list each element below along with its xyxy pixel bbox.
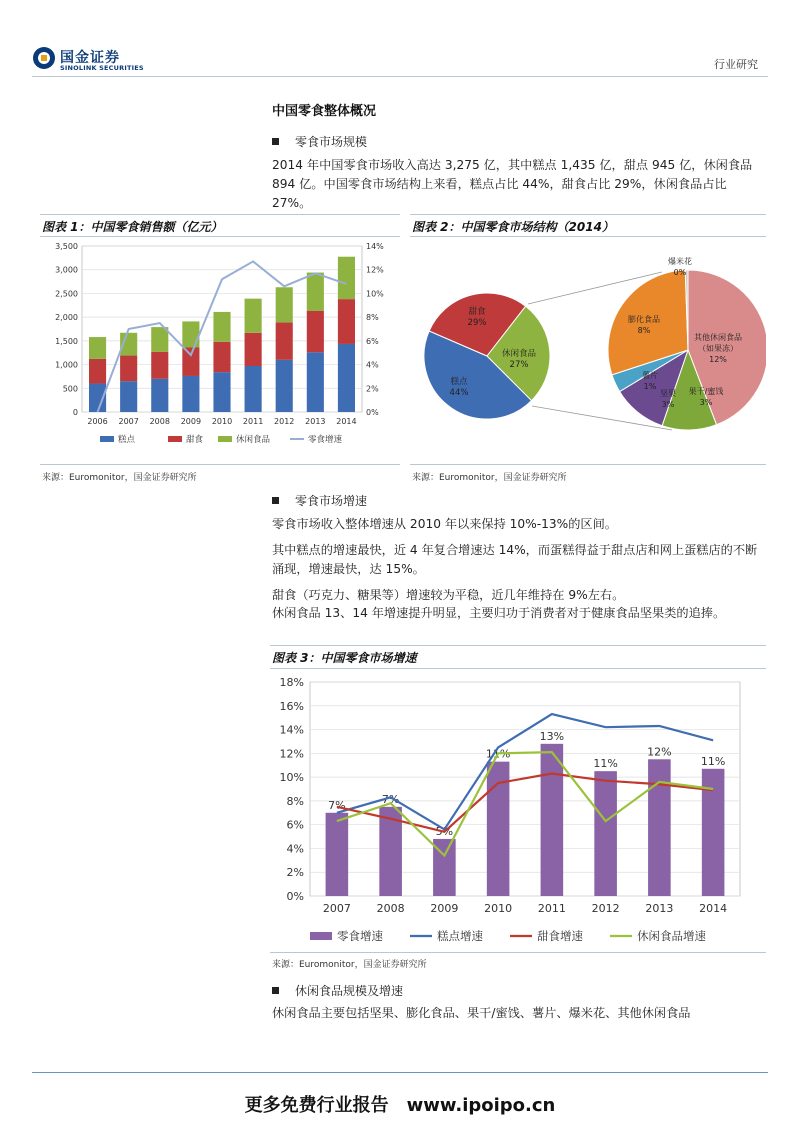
paragraph-snack-food: 休闲食品主要包括坚果、膨化食品、果干/蜜饯、薯片、爆米花、其他休闲食品 bbox=[272, 1006, 691, 1020]
y-tick-label: 3,500 bbox=[55, 242, 78, 251]
breakdown-value: 8% bbox=[637, 326, 651, 335]
y2-tick-label: 8% bbox=[366, 313, 379, 323]
y-tick-label: 10% bbox=[279, 771, 304, 785]
legend-label: 甜食增速 bbox=[537, 929, 583, 943]
fig3-title-rule bbox=[270, 668, 766, 669]
legend-label: 休闲食品增速 bbox=[637, 929, 706, 943]
legend-label: 糕点增速 bbox=[437, 929, 483, 943]
legend-swatch bbox=[218, 436, 232, 442]
legend-label: 甜食 bbox=[186, 435, 204, 445]
y2-tick-label: 14% bbox=[366, 242, 384, 251]
header-category: 行业研究 bbox=[714, 58, 758, 71]
breakdown-value: 1% bbox=[643, 382, 657, 391]
y-tick-label: 2% bbox=[286, 866, 304, 880]
fig1-bottom-rule bbox=[40, 464, 400, 465]
y-tick-label: 1,000 bbox=[55, 360, 78, 370]
x-tick-label: 2013 bbox=[645, 902, 674, 915]
bar-segment bbox=[89, 359, 106, 384]
pie-slice-label: 糕点 bbox=[450, 377, 468, 387]
paragraph-growth-4: 休闲食品 13、14 年增速提升明显，主要归功于消费者对于健康食品坚果类的追捧。 bbox=[272, 606, 726, 620]
logo-icon bbox=[32, 46, 56, 70]
legend-label: 零食增速 bbox=[337, 929, 383, 943]
bar-segment bbox=[213, 312, 230, 342]
bullet-square-icon bbox=[272, 497, 279, 504]
y-tick-label: 500 bbox=[62, 384, 78, 394]
legend-swatch bbox=[100, 436, 114, 442]
x-tick-label: 2012 bbox=[591, 902, 620, 915]
paragraph-growth-2: 其中糕点的增速最快，近 4 年复合增速达 14%，而蛋糕得益于甜点店和网上蛋糕店的不断涌现，增速最快，达 15%。 bbox=[272, 543, 758, 576]
bar-segment bbox=[245, 299, 262, 333]
y-tick-label: 2,500 bbox=[55, 289, 78, 299]
bar-data-label: 11% bbox=[485, 747, 511, 761]
y2-tick-label: 2% bbox=[366, 384, 379, 394]
x-tick-label: 2008 bbox=[149, 417, 170, 426]
x-tick-label: 2009 bbox=[180, 417, 202, 426]
bar-segment bbox=[151, 327, 168, 352]
y2-tick-label: 4% bbox=[366, 360, 379, 370]
chart-market-structure bbox=[410, 236, 766, 462]
logo-subtext: SINOLINK SECURITIES bbox=[60, 64, 144, 72]
legend-swatch bbox=[168, 436, 182, 442]
x-tick-label: 2007 bbox=[118, 417, 139, 426]
logo-text: 国金证券 bbox=[60, 50, 120, 66]
paragraph-growth-1: 零食市场收入整体增速从 2010 年以来保持 10%-13%的区间。 bbox=[272, 517, 617, 531]
figure1-title: 图表 1：中国零食销售额（亿元） bbox=[42, 220, 223, 234]
bar-segment bbox=[276, 322, 293, 359]
bar-segment bbox=[120, 381, 137, 412]
y-tick-label: 12% bbox=[279, 747, 304, 761]
y-tick-label: 0 bbox=[72, 408, 78, 417]
bar-data-label: 11% bbox=[593, 757, 618, 771]
x-tick-label: 2008 bbox=[376, 902, 405, 915]
bullet-square-icon bbox=[272, 987, 279, 994]
bar-data-label: 7% bbox=[328, 798, 346, 812]
chart-market-growth bbox=[270, 670, 766, 950]
fig3-top-rule bbox=[270, 645, 766, 646]
y-tick-label: 16% bbox=[279, 699, 304, 713]
pie-slice-value: 29% bbox=[467, 318, 487, 328]
x-tick-label: 2009 bbox=[430, 902, 459, 915]
x-tick-label: 2014 bbox=[336, 417, 357, 426]
breakdown-label: 坚果 bbox=[660, 389, 676, 398]
heading-market-size: 零食市场规模 bbox=[272, 133, 367, 150]
y-tick-label: 14% bbox=[279, 723, 304, 737]
bar-segment bbox=[338, 299, 355, 344]
y2-tick-label: 6% bbox=[366, 336, 379, 346]
bar-segment bbox=[307, 352, 324, 412]
pie-slice-value: 44% bbox=[449, 388, 469, 398]
y-tick-label: 0% bbox=[286, 890, 304, 903]
x-tick-label: 2014 bbox=[699, 902, 728, 915]
bar bbox=[326, 813, 349, 896]
plot-area bbox=[310, 682, 740, 896]
bar-segment bbox=[307, 311, 324, 352]
breakdown-label: 爆米花 bbox=[668, 257, 692, 266]
y-tick-label: 8% bbox=[286, 794, 304, 808]
bar-segment bbox=[338, 257, 355, 299]
breakdown-label: 果干/蜜饯 bbox=[688, 387, 724, 396]
fig1-top-rule bbox=[40, 214, 400, 215]
y-tick-label: 6% bbox=[286, 818, 304, 832]
pie-slice-label: 休闲食品 bbox=[501, 349, 537, 359]
bar-segment bbox=[151, 379, 168, 412]
bar-segment bbox=[182, 376, 199, 412]
figure2-title: 图表 2：中国零食市场结构（2014） bbox=[412, 220, 614, 234]
bar-segment bbox=[151, 352, 168, 379]
breakdown-label: 其他休闲食品 bbox=[694, 333, 742, 342]
paragraph-growth-3: 甜食（巧克力、糖果等）增速较为平稳，近几年维持在 9%左右。 bbox=[272, 588, 625, 602]
bar bbox=[648, 759, 671, 896]
y-tick-label: 2,000 bbox=[55, 313, 78, 323]
figure1-source: 来源：Euromonitor，国金证券研究所 bbox=[42, 473, 197, 483]
bar-data-label: 5% bbox=[435, 824, 454, 838]
bar-segment bbox=[338, 344, 355, 412]
x-tick-label: 2011 bbox=[242, 417, 264, 426]
pie-slice-value: 27% bbox=[509, 360, 529, 370]
bar-data-label: 11% bbox=[700, 754, 726, 768]
section-title: 中国零食整体概况 bbox=[272, 104, 377, 119]
bar-segment bbox=[120, 356, 137, 382]
bar-segment bbox=[213, 342, 230, 372]
heading-market-growth: 零食市场增速 bbox=[272, 492, 367, 509]
heading-snack-food: 休闲食品规模及增速 bbox=[272, 982, 403, 999]
y2-tick-label: 12% bbox=[366, 265, 384, 275]
bar-segment bbox=[276, 287, 293, 322]
y-tick-label: 4% bbox=[286, 842, 304, 856]
legend-label: 糕点 bbox=[118, 435, 136, 445]
bar-segment bbox=[89, 337, 106, 359]
fig2-top-rule bbox=[410, 214, 766, 215]
header-divider bbox=[32, 76, 768, 77]
legend-label: 休闲食品 bbox=[236, 435, 271, 445]
breakdown-value: 3% bbox=[699, 398, 713, 407]
breakdown-value: 3% bbox=[661, 400, 675, 409]
legend-swatch bbox=[310, 932, 332, 940]
y-tick-label: 18% bbox=[279, 676, 304, 689]
x-tick-label: 2006 bbox=[87, 417, 108, 426]
y-tick-label: 3,000 bbox=[55, 265, 78, 275]
bar-data-label: 12% bbox=[647, 745, 672, 759]
fig3-bottom-rule bbox=[270, 952, 766, 953]
bar-segment bbox=[182, 347, 199, 375]
x-tick-label: 2011 bbox=[537, 902, 566, 915]
y2-tick-label: 0% bbox=[366, 408, 379, 417]
bar-segment bbox=[213, 372, 230, 412]
x-tick-label: 2013 bbox=[305, 417, 326, 426]
breakdown-value: 0% bbox=[673, 268, 687, 277]
x-tick-label: 2010 bbox=[484, 902, 513, 915]
x-tick-label: 2012 bbox=[274, 417, 295, 426]
bar-segment bbox=[276, 360, 293, 412]
breakdown-label: （如果冻） bbox=[698, 344, 738, 353]
breakdown-label: 薯片 bbox=[642, 371, 658, 380]
chart-snack-sales bbox=[40, 236, 400, 462]
bar-data-label: 7% bbox=[381, 792, 400, 806]
figure3-title: 图表 3：中国零食市场增速 bbox=[272, 651, 417, 665]
paragraph-market-size: 2014 年中国零食市场收入高达 3,275 亿，其中糕点 1,435 亿，甜点 945 亿，休闲食品 894 亿。中国零食市场结构上来看，糕点占比 44%，甜食占比 29%，休闲食品占比 27%。 bbox=[272, 158, 753, 210]
bar-data-label: 13% bbox=[539, 729, 565, 743]
fig2-bottom-rule bbox=[410, 464, 766, 465]
bar bbox=[594, 771, 617, 896]
bar bbox=[541, 744, 564, 896]
pie-slice-label: 甜食 bbox=[468, 307, 486, 317]
breakdown-value: 12% bbox=[709, 355, 727, 364]
bullet-square-icon bbox=[272, 138, 279, 145]
y-tick-label: 1,500 bbox=[55, 336, 78, 346]
footer-promo: 更多免费行业报告 www.ipoipo.cn bbox=[244, 1095, 556, 1116]
bar-segment bbox=[245, 333, 262, 366]
y2-tick-label: 10% bbox=[366, 289, 384, 299]
footer-divider bbox=[32, 1072, 768, 1073]
figure2-source: 来源：Euromonitor，国金证券研究所 bbox=[412, 473, 567, 483]
bar-segment bbox=[182, 321, 199, 347]
bar-segment bbox=[307, 273, 324, 311]
figure3-source: 来源：Euromonitor，国金证券研究所 bbox=[272, 960, 427, 970]
x-tick-label: 2010 bbox=[211, 417, 233, 426]
legend-label: 零食增速 bbox=[308, 435, 343, 445]
bar-segment bbox=[245, 366, 262, 412]
x-tick-label: 2007 bbox=[322, 902, 351, 915]
breakdown-label: 膨化食品 bbox=[628, 315, 660, 324]
